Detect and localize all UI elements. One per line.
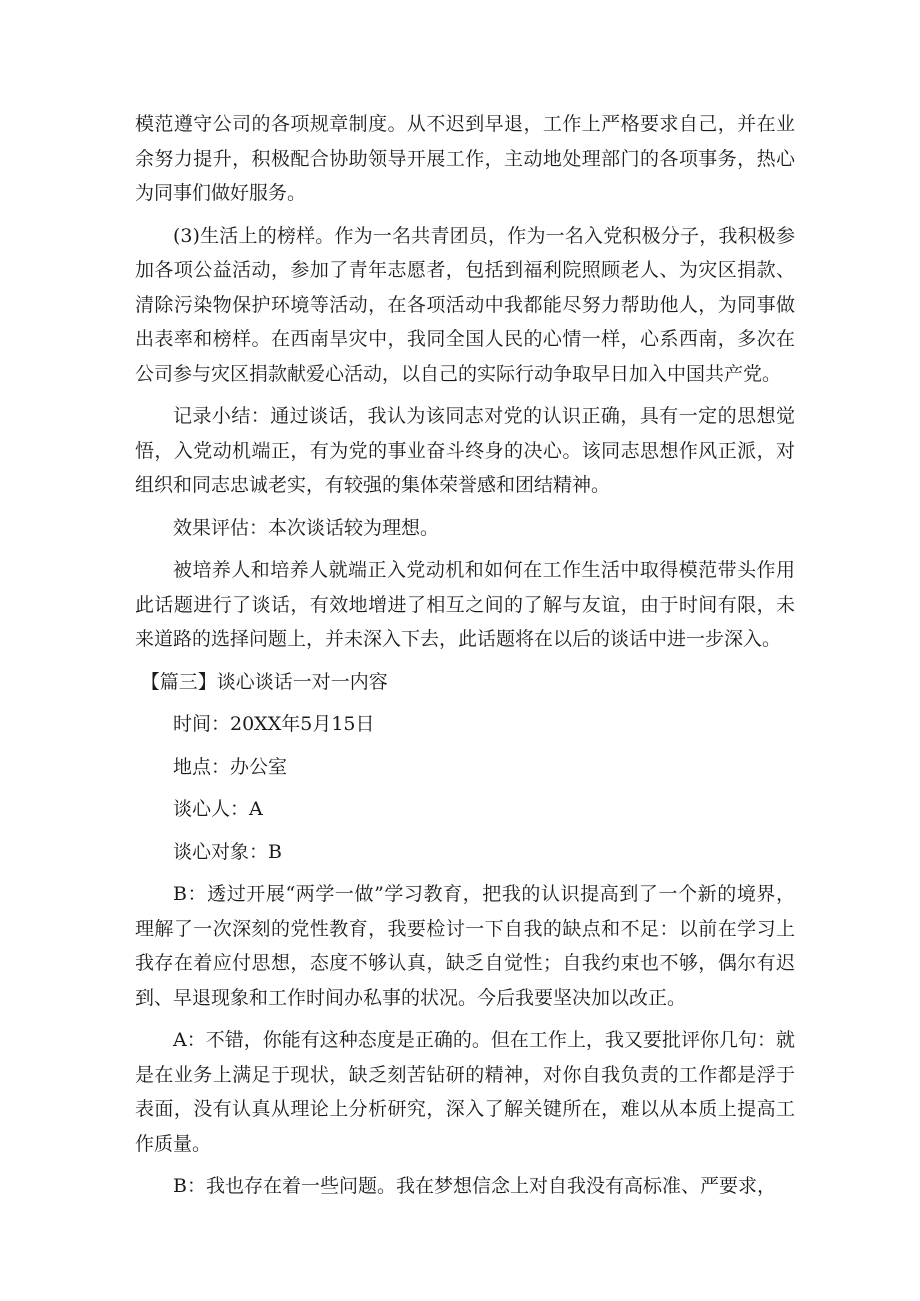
- meta-talker: 谈心人：A: [173, 798, 263, 820]
- paragraph-model-discipline: 模范遵守公司的各项规章制度。从不迟到早退，工作上严格要求自己，并在业余努力提升，积极配合协助领导开展工作，主动地处理部门的各项事务，热心为同事们做好服务。: [135, 113, 795, 204]
- meta-location: 地点：办公室: [173, 755, 288, 778]
- dialogue-b-1: B：透过开展“两学一做”学习教育，把我的认识提高到了一个新的境界，理解了一次深刻的党性教育，我要检讨一下自我的缺点和不足：以前在学习上我存在着应付思想，态度不够认真，缺乏自觉性；自我约束也不够，偶尔有迟到、早退现象和工作时间办私事的状况。今后我要坚决加以改正。: [135, 883, 795, 1009]
- section-heading: 【篇三】谈心谈话一对一内容: [140, 670, 388, 693]
- document-page: [135, 107, 795, 1212]
- dialogue-b-2: B：我也存在着一些问题。我在梦想信念上对自我没有高标准、严要求，: [173, 1175, 776, 1197]
- paragraph-effect-evaluation: 效果评估：本次谈话较为理想。: [173, 516, 440, 539]
- dialogue-a-1: A：不错，你能有这种态度是正确的。但在工作上，我又要批评你几句：就是在业务上满足于现状，缺乏刻苦钻研的精神，对你自我负责的工作都是浮于表面，没有认真从理论上分析研究，深入了解关键所在，难以从本质上提高工作质量。: [135, 1029, 795, 1155]
- paragraph-life-example: (3)生活上的榜样。作为一名共青团员，作为一名入党积极分子，我积极参加各项公益活动，参加了青年志愿者，包括到福利院照顾老人、为灾区捐款、清除污染物保护环境等活动，在各项活动中我都能尽努力帮助他人，为同事做出表率和榜样。在西南旱灾中，我同全国人民的心情一样，心系西南，多次在公司参与灾区捐款献爱心活动，以自己的实际行动争取早日加入中国共产党。: [135, 224, 795, 385]
- meta-talk-target: 谈心对象：B: [173, 840, 282, 863]
- paragraph-record-summary: 记录小结：通过谈话，我认为该同志对党的认识正确，具有一定的思想觉悟，入党动机端正，有为党的事业奋斗终身的决心。该同志思想作风正派，对组织和同志忠诚老实，有较强的集体荣誉感和团结精神。: [135, 405, 795, 496]
- meta-time: 时间：20XX年5月15日: [173, 713, 375, 735]
- paragraph-talk-conclusion: 被培养人和培养人就端正入党动机和如何在工作生活中取得模范带头作用此话题进行了谈话，有效地增进了相互之间的了解与友谊，由于时间有限，未来道路的选择问题上，并未深入下去，此话题将在以后的谈话中进一步深入。: [135, 559, 795, 650]
